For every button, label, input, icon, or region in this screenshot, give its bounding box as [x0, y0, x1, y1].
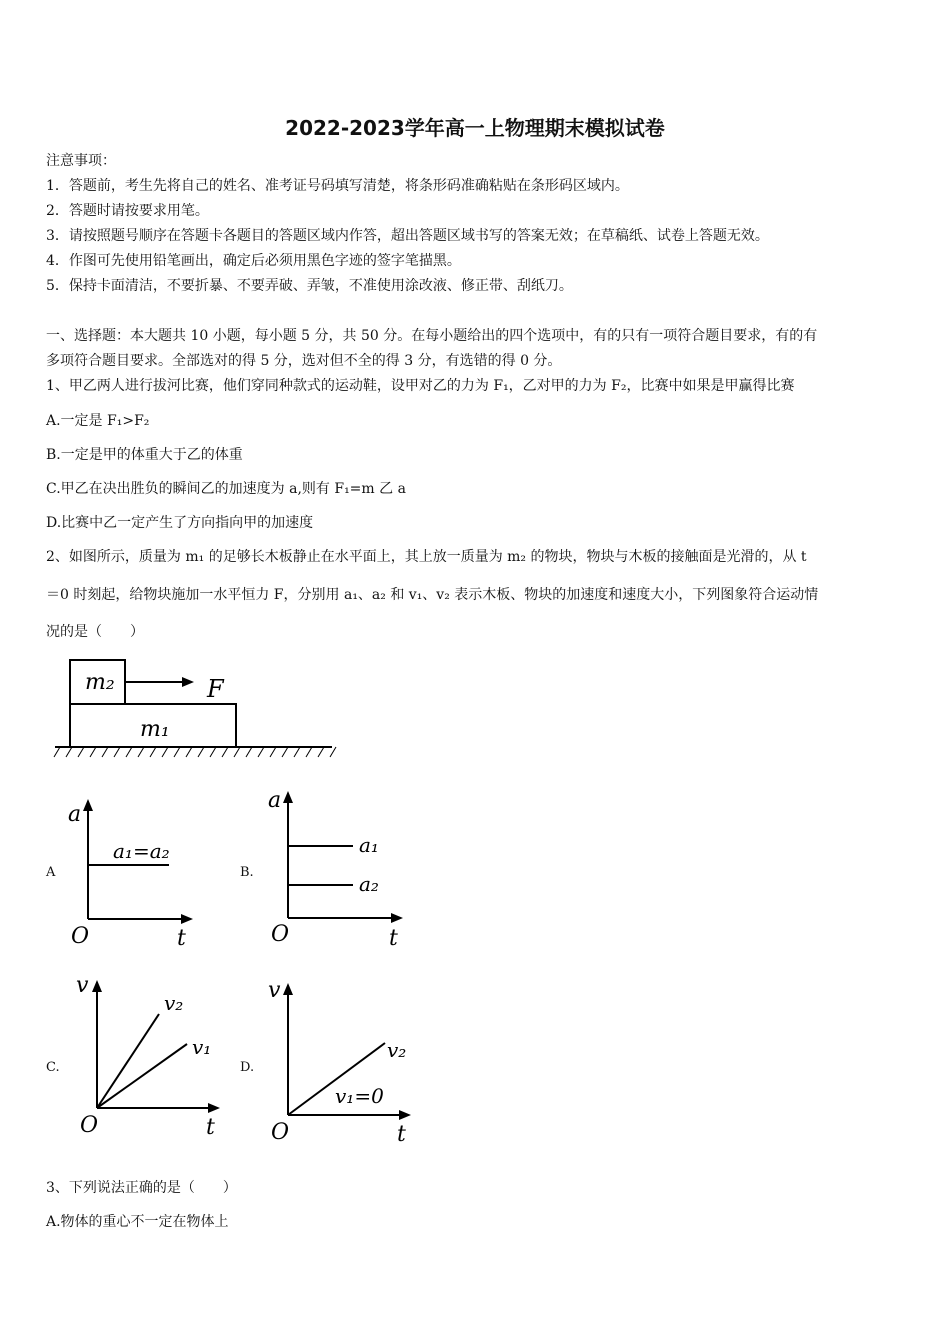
notice-heading: 注意事项：	[46, 153, 116, 169]
notice-item-1: 1．答题前，考生先将自己的姓名、准考证号码填写清楚，将条形码准确粘贴在条形码区域内。	[46, 178, 629, 194]
question-1-option-b: B.一定是甲的体重大于乙的体重	[46, 447, 243, 463]
graph-b-origin: O	[271, 922, 290, 947]
graph-d-x-arrow	[399, 1110, 411, 1120]
graph-c-line-v1	[97, 1044, 187, 1108]
graph-a-line-label: a₁=a₂	[113, 839, 170, 863]
section-heading-line2: 多项符合题目要求。全部选对的得 5 分，选对但不全的得 3 分，有选错的得 0 分。	[46, 353, 562, 369]
block-on-board-figure	[50, 655, 340, 765]
graph-a[interactable]	[65, 795, 205, 950]
graph-a-label: A	[46, 865, 56, 880]
graph-c-y-arrow	[92, 980, 102, 992]
question-1-option-c: C.甲乙在决出胜负的瞬间乙的加速度为 a,则有 F₁=m 乙 a	[46, 481, 406, 497]
graph-d-origin: O	[271, 1120, 290, 1145]
graph-b-x-label: t	[389, 926, 398, 950]
graph-d-y-arrow	[283, 983, 293, 995]
graph-a-x-arrow	[181, 914, 193, 924]
force-arrow-head	[182, 677, 194, 687]
graph-d-x-label: t	[397, 1122, 406, 1145]
graph-b-label-a1: a₁	[359, 833, 379, 857]
graph-c-x-arrow	[208, 1103, 220, 1113]
graph-a-y-label: a	[68, 802, 82, 827]
graph-d-label-v2: v₂	[387, 1038, 407, 1062]
graph-c[interactable]	[72, 972, 232, 1142]
label-m2: m₂	[85, 670, 115, 695]
label-force: F	[207, 675, 224, 703]
graph-b-y-arrow	[283, 791, 293, 803]
graph-c-x-label: t	[206, 1115, 215, 1140]
graph-b[interactable]	[265, 785, 415, 950]
graph-c-label-v2: v₂	[164, 991, 184, 1015]
graph-c-label: C.	[46, 1060, 60, 1075]
graph-d-y-label: v	[268, 978, 281, 1003]
question-1-stem: 1、甲乙两人进行拔河比赛，他们穿同种款式的运动鞋，设甲对乙的力为 F₁，乙对甲的力为 F₂，比赛中如果是甲赢得比赛	[46, 378, 795, 394]
graph-d-label-v1: v₁=0	[335, 1084, 384, 1108]
graph-d-label: D.	[240, 1060, 255, 1075]
question-1-option-a: A.一定是 F₁>F₂	[46, 413, 150, 429]
graph-c-label-v1: v₁	[192, 1035, 212, 1059]
question-2-stem-line3: 况的是（ ）	[46, 624, 144, 640]
graph-d[interactable]	[265, 975, 420, 1145]
page-title: 2022-2023学年高一上物理期末模拟试卷	[285, 116, 665, 140]
notice-item-3: 3．请按照题号顺序在答题卡各题目的答题区域内作答，超出答题区域书写的答案无效；在草稿纸、试卷上答题无效。	[46, 228, 769, 244]
graph-c-origin: O	[80, 1113, 99, 1138]
graph-a-origin: O	[71, 924, 90, 949]
notice-item-4: 4．作图可先使用铅笔画出，确定后必须用黑色字迹的签字笔描黑。	[46, 253, 461, 269]
question-3-option-a: A.物体的重心不一定在物体上	[46, 1214, 229, 1230]
label-m1: m₁	[140, 717, 170, 742]
question-1-option-d: D.比赛中乙一定产生了方向指向甲的加速度	[46, 515, 314, 531]
graph-a-y-arrow	[83, 799, 93, 811]
section-heading-line1: 一、选择题：本大题共 10 小题，每小题 5 分，共 50 分。在每小题给出的四个选项中，有的只有一项符合题目要求，有的有	[46, 328, 818, 344]
graph-c-y-label: v	[76, 973, 89, 998]
graph-b-x-arrow	[391, 913, 403, 923]
graph-b-y-label: a	[268, 788, 282, 813]
graph-b-label: B.	[240, 865, 254, 880]
graph-a-x-label: t	[177, 926, 186, 950]
notice-item-5: 5．保持卡面清洁，不要折暴、不要弄破、弄皱，不准使用涂改液、修正带、刮纸刀。	[46, 278, 573, 294]
notice-item-2: 2．答题时请按要求用笔。	[46, 203, 209, 219]
graph-b-label-a2: a₂	[359, 872, 379, 896]
question-2-stem-line2: ＝0 时刻起，给物块施加一水平恒力 F，分别用 a₁、a₂ 和 v₁、v₂ 表示木板、物块的加速度和速度大小，下列图象符合运动情	[46, 587, 819, 603]
question-3-stem: 3、下列说法正确的是（ ）	[46, 1180, 237, 1196]
ground-hatching	[54, 747, 336, 757]
question-2-stem-line1: 2、如图所示，质量为 m₁ 的足够长木板静止在水平面上，其上放一质量为 m₂ 的物块，物块与木板的接触面是光滑的，从 t	[46, 549, 807, 565]
graph-c-line-v2	[97, 1014, 159, 1108]
